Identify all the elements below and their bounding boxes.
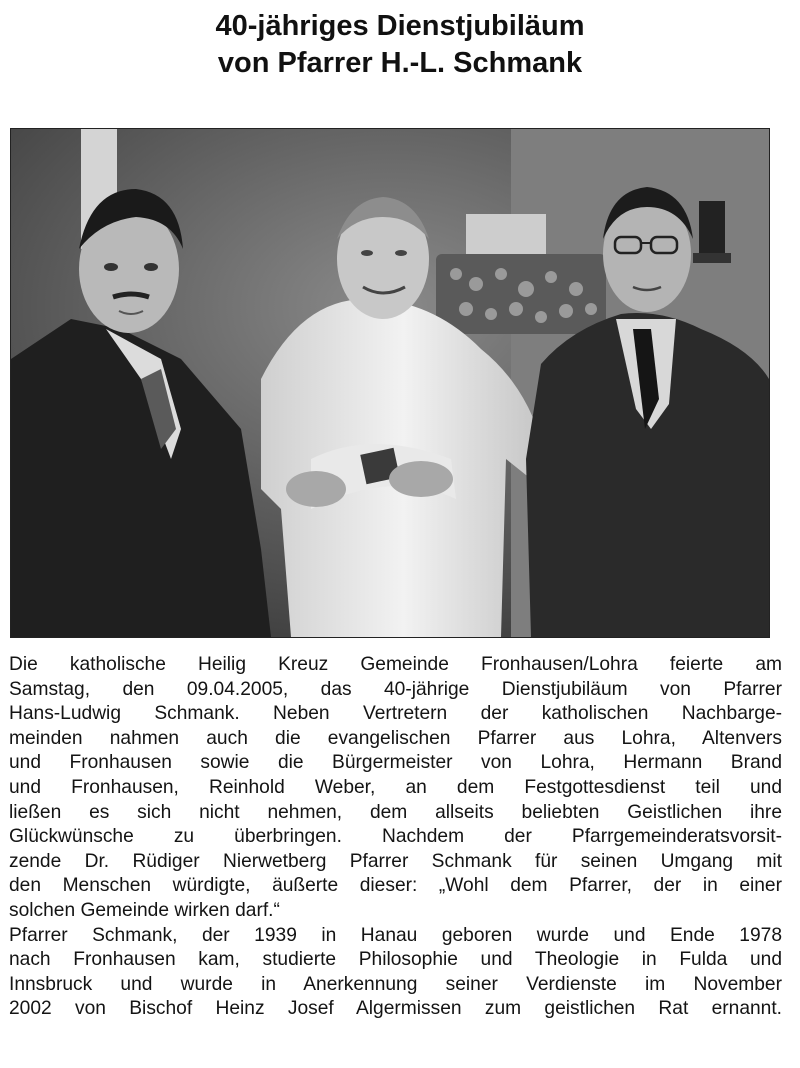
article-photo <box>10 128 770 638</box>
text-line: und Fronhausen sowie die Bürgermeister von Lohra, Hermann Brand <box>9 752 782 774</box>
text-line: nach Fronhausen kam, studierte Philosophie und Theologie in Fulda und <box>9 949 782 971</box>
text-line: Die katholische Heilig Kreuz Gemeinde Fronhausen/Lohra feierte am <box>9 654 782 675</box>
photo-illustration <box>11 129 769 637</box>
text-line: Hans-Ludwig Schmank. Neben Vertretern der katholischen Nachbarge- <box>9 703 782 725</box>
article-paragraph-2 <box>9 924 782 1022</box>
text-line: Innsbruck und wurde in Anerkennung seiner Verdienste im November <box>9 973 782 995</box>
text-line: zende Dr. Rüdiger Nierwetberg Pfarrer Schmank für seinen Umgang mit <box>9 850 782 872</box>
text-line: Samstag, den 09.04.2005, das 40-jährige Dienstjubiläum von Pfarrer <box>9 678 782 700</box>
text-line: Glückwünsche zu überbringen. Nachdem der Pfarrgemeinderatsvorsit- <box>9 826 782 848</box>
article-paragraph-1 <box>9 653 782 924</box>
headline-line-1: 40-jähriges Dienstjubiläum <box>215 10 585 42</box>
text-line: solchen Gemeinde wirken darf.“ <box>9 899 280 921</box>
headline-line-2: von Pfarrer H.-L. Schmank <box>217 47 583 79</box>
text-line: Pfarrer Schmank, der 1939 in Hanau geboren wurde und Ende 1978 <box>9 924 782 946</box>
text-line: und Fronhausen, Reinhold Weber, an dem Festgottesdienst teil und <box>9 776 782 798</box>
headline <box>0 8 800 82</box>
text-line: ließen es sich nicht nehmen, dem allseits beliebten Geistlichen ihre <box>9 801 782 823</box>
text-line: meinden nahmen auch die evangelischen Pfarrer aus Lohra, Altenvers <box>9 727 782 749</box>
text-line: 2002 von Bischof Heinz Josef Algermissen zum geistlichen Rat ernannt. <box>9 998 782 1020</box>
article-body <box>9 653 782 1022</box>
text-line: den Menschen würdigte, äußerte dieser: „Wohl dem Pfarrer, der in einer <box>9 875 782 897</box>
